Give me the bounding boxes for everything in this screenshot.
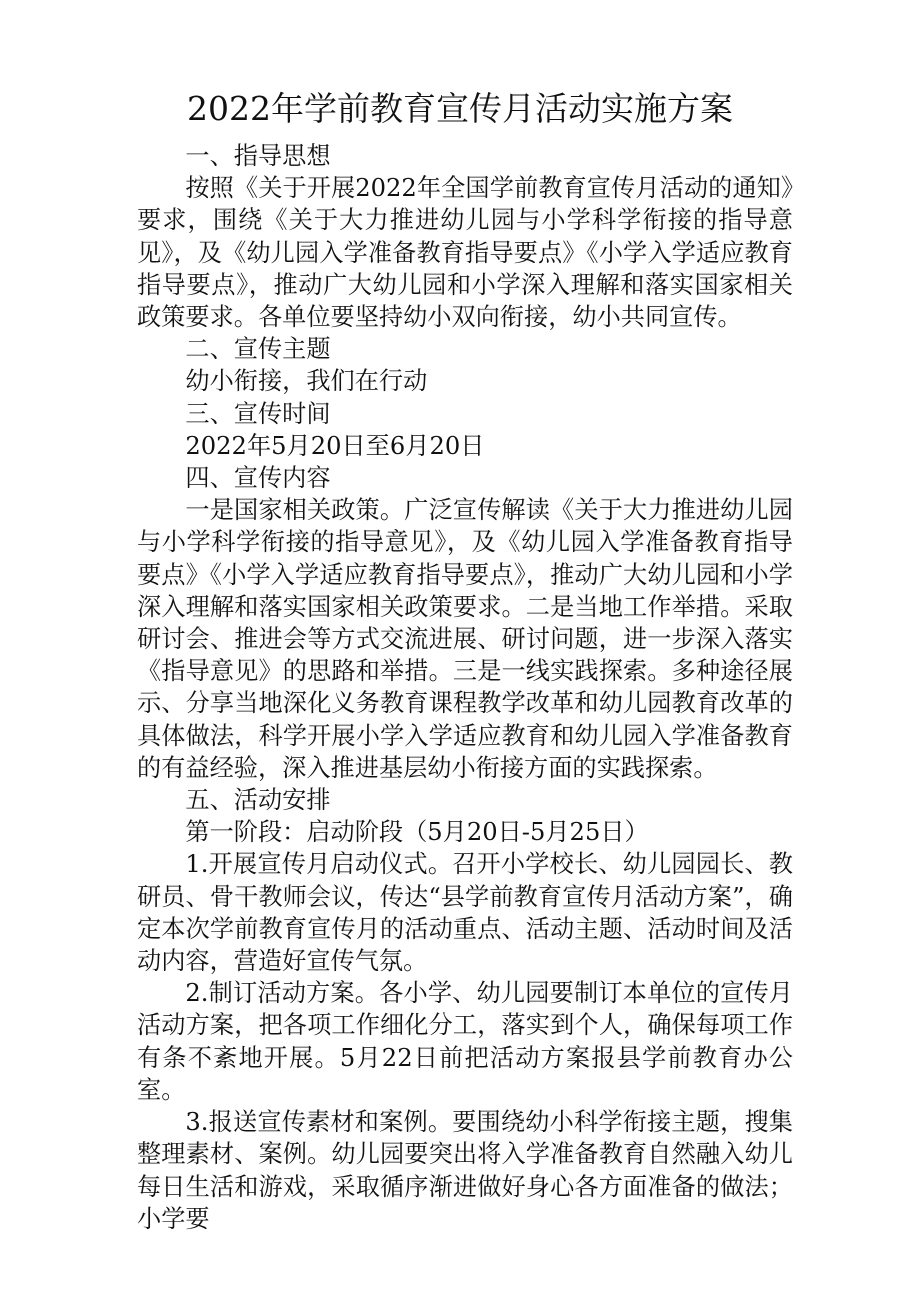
list-item-3: 3.报送宣传素材和案例。要围绕幼小科学衔接主题，搜集整理素材、案例。幼儿园要突出将入学准备教育自然融入幼儿每日生活和游戏，采取循序渐进做好身心各方面准备的做法；小学要 (137, 1108, 793, 1233)
paragraph-time: 2022年5月20日至6月20日 (185, 431, 485, 460)
section-heading-guiding-ideology: 一、指导思想 (185, 142, 331, 170)
section-heading-theme: 二、宣传主题 (185, 335, 331, 364)
stage-heading-phase-one: 第一阶段：启动阶段（5月20日-5月25日） (185, 818, 649, 847)
paragraph-theme: 幼小衔接，我们在行动 (185, 367, 428, 396)
document-body (137, 140, 793, 1235)
section-heading-time: 三、宣传时间 (185, 399, 331, 428)
document-title: 2022年学前教育宣传月活动实施方案 (187, 89, 733, 128)
section-heading-content: 四、宣传内容 (185, 464, 331, 493)
section-heading-arrangement: 五、活动安排 (185, 786, 331, 815)
list-item-1: 1.开展宣传月启动仪式。召开小学校长、幼儿园园长、教研员、骨干教师会议，传达“县学前教育宣传月活动方案”，确定本次学前教育宣传月的活动重点、活动主题、活动时间及活动内容，营造好宣传气氛。 (137, 850, 793, 976)
paragraph-guiding-ideology: 按照《关于开展2022年全国学前教育宣传月活动的通知》要求，围绕《关于大力推进幼儿园与小学科学衔接的指导意见》，及《幼儿园入学准备教育指导要点》《小学入学适应教育指导要点》，推动广大幼儿园和小学深入理解和落实国家相关政策要求。各单位要坚持幼小双向衔接，幼小共同宣传。 (137, 174, 793, 332)
list-item-2: 2.制订活动方案。各小学、幼儿园要制订本单位的宣传月活动方案，把各项工作细化分工，落实到个人，确保每项工作有条不紊地开展。5月22日前把活动方案报县学前教育办公室。 (137, 979, 793, 1104)
paragraph-content: 一是国家相关政策。广泛宣传解读《关于大力推进幼儿园与小学科学衔接的指导意见》，及《幼儿园入学准备教育指导要点》《小学入学适应教育指导要点》，推动广大幼儿园和小学深入理解和落实国家相关政策要求。二是当地工作举措。采取研讨会、推进会等方式交流进展、研讨问题，进一步深入落实《指导意见》的思路和举措。三是一线实践探索。多种途径展示、分享当地深化义务教育课程教学改革和幼儿园教育改革的具体做法，科学开展小学入学适应教育和幼儿园入学准备教育的有益经验，深入推进基层幼小衔接方面的实践探索。 (137, 496, 793, 782)
